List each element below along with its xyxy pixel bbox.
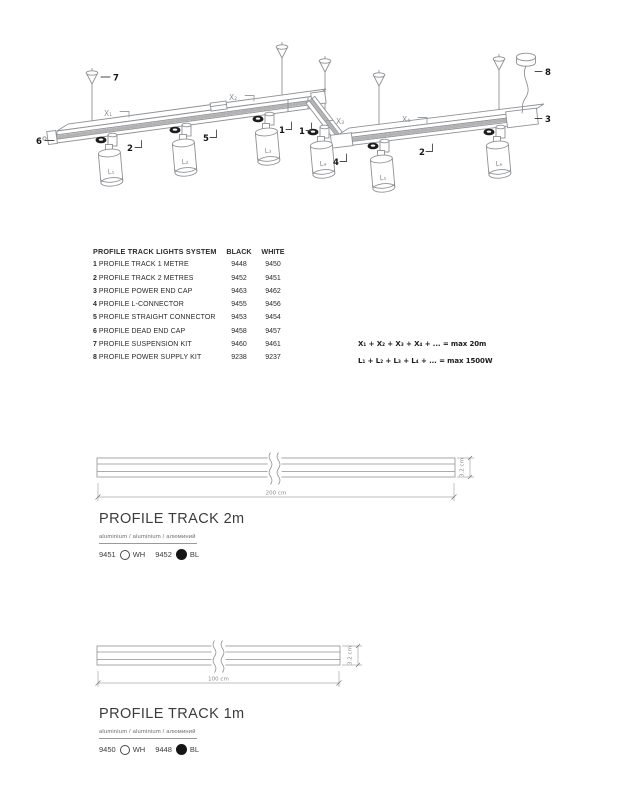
x2-label: X₂	[229, 93, 238, 102]
max-length-formula: X₁ + X₂ + X₃ + X₄ + ... = max 20m	[358, 340, 487, 348]
table-row: 2 PROFILE TRACK 2 METRES 9452 9451	[93, 274, 281, 282]
callout-2: 2	[419, 148, 425, 158]
suspension-cone-icon	[86, 69, 98, 85]
finish-black: BL	[189, 550, 200, 559]
suspension-cone-icon	[493, 55, 505, 71]
product-table	[93, 245, 303, 365]
code-white: 9450	[99, 745, 116, 754]
power-end-cap	[506, 108, 539, 128]
suspension-cone-icon	[276, 43, 288, 59]
callout-6: 6	[36, 137, 42, 147]
white-swatch-icon	[120, 550, 130, 560]
spotlight	[368, 139, 396, 193]
callout-7: 7	[113, 73, 119, 84]
track-system-diagram	[0, 0, 622, 235]
spotlight	[253, 112, 281, 166]
code-black: 9452	[155, 550, 172, 559]
table-header	[93, 245, 303, 258]
codes-2m	[99, 549, 245, 560]
code-black: 9448	[155, 745, 172, 754]
callout-4: 4	[333, 158, 339, 168]
table-row: 6 PROFILE DEAD END CAP 9458 9457	[93, 327, 281, 335]
track-2m-drawing	[85, 443, 505, 505]
finish-white: WH	[132, 550, 146, 559]
col-white: WHITE	[261, 247, 285, 256]
table-row: 4 PROFILE L-CONNECTOR 9455 9456	[93, 301, 281, 309]
finish-black: BL	[189, 745, 200, 754]
materials-2m: aluminium / aluminium / алюминий	[99, 534, 197, 544]
table-row: 7 PROFILE SUSPENSION KIT 9460 9461	[93, 341, 281, 349]
dead-end-cap	[43, 130, 58, 144]
callout-8: 8	[545, 68, 551, 78]
light-label: L₅	[379, 173, 387, 183]
table-row: 1 PROFILE TRACK 1 METRE 9448 9450	[93, 261, 281, 269]
table-title: PROFILE TRACK LIGHTS SYSTEM	[93, 247, 217, 256]
code-white: 9451	[99, 550, 116, 559]
materials-1m: aluminium / aluminium / алюминий	[99, 729, 197, 739]
height-label: 3.2 cm	[347, 646, 354, 665]
height-label: 3.2 cm	[459, 458, 466, 477]
x3-label: X₃	[336, 117, 345, 126]
suspension-cone-icon	[373, 71, 385, 87]
table-row: 8 PROFILE POWER SUPPLY KIT 9238 9237	[93, 354, 281, 362]
black-swatch-icon	[176, 549, 187, 560]
callout-2: 2	[127, 144, 133, 154]
light-label: L₃	[264, 146, 272, 156]
power-supply-icon	[517, 53, 536, 113]
light-label: L₆	[495, 159, 503, 169]
track-1m-drawing	[85, 633, 505, 695]
straight-connector	[210, 101, 227, 111]
product-title-2m: PROFILE TRACK 2m	[99, 511, 245, 527]
length-label: 200 cm	[265, 490, 287, 497]
suspension-cone-icon	[319, 57, 331, 73]
spotlight	[484, 125, 512, 179]
light-label: L₄	[319, 159, 327, 169]
finish-white: WH	[132, 745, 146, 754]
max-power-formula: L₁ + L₂ + L₃ + L₄ + ... = max 1500W	[358, 357, 493, 365]
light-label: L₂	[181, 157, 189, 167]
max-limits	[358, 336, 492, 370]
length-label: 100 cm	[208, 676, 229, 683]
col-black: BLACK	[226, 247, 252, 256]
callout-1: 1	[299, 127, 305, 137]
black-swatch-icon	[176, 744, 187, 755]
callout-3: 3	[545, 115, 551, 125]
callout-5: 5	[203, 134, 209, 144]
product-title-1m: PROFILE TRACK 1m	[99, 706, 245, 722]
light-label: L₁	[107, 167, 115, 177]
spotlight	[170, 123, 198, 177]
callout-1: 1	[279, 126, 285, 136]
spotlight	[96, 133, 124, 187]
x4-label: X₄	[402, 115, 411, 124]
codes-1m	[99, 744, 245, 755]
table-row: 5 PROFILE STRAIGHT CONNECTOR 9453 9454	[93, 314, 281, 322]
track-1m-info	[99, 706, 245, 755]
track-left	[57, 89, 326, 143]
l-connector	[330, 133, 352, 148]
white-swatch-icon	[120, 745, 130, 755]
table-row: 3 PROFILE POWER END CAP 9463 9462	[93, 287, 281, 295]
track-2m-info	[99, 511, 245, 560]
x1-label: X₁	[104, 109, 113, 118]
